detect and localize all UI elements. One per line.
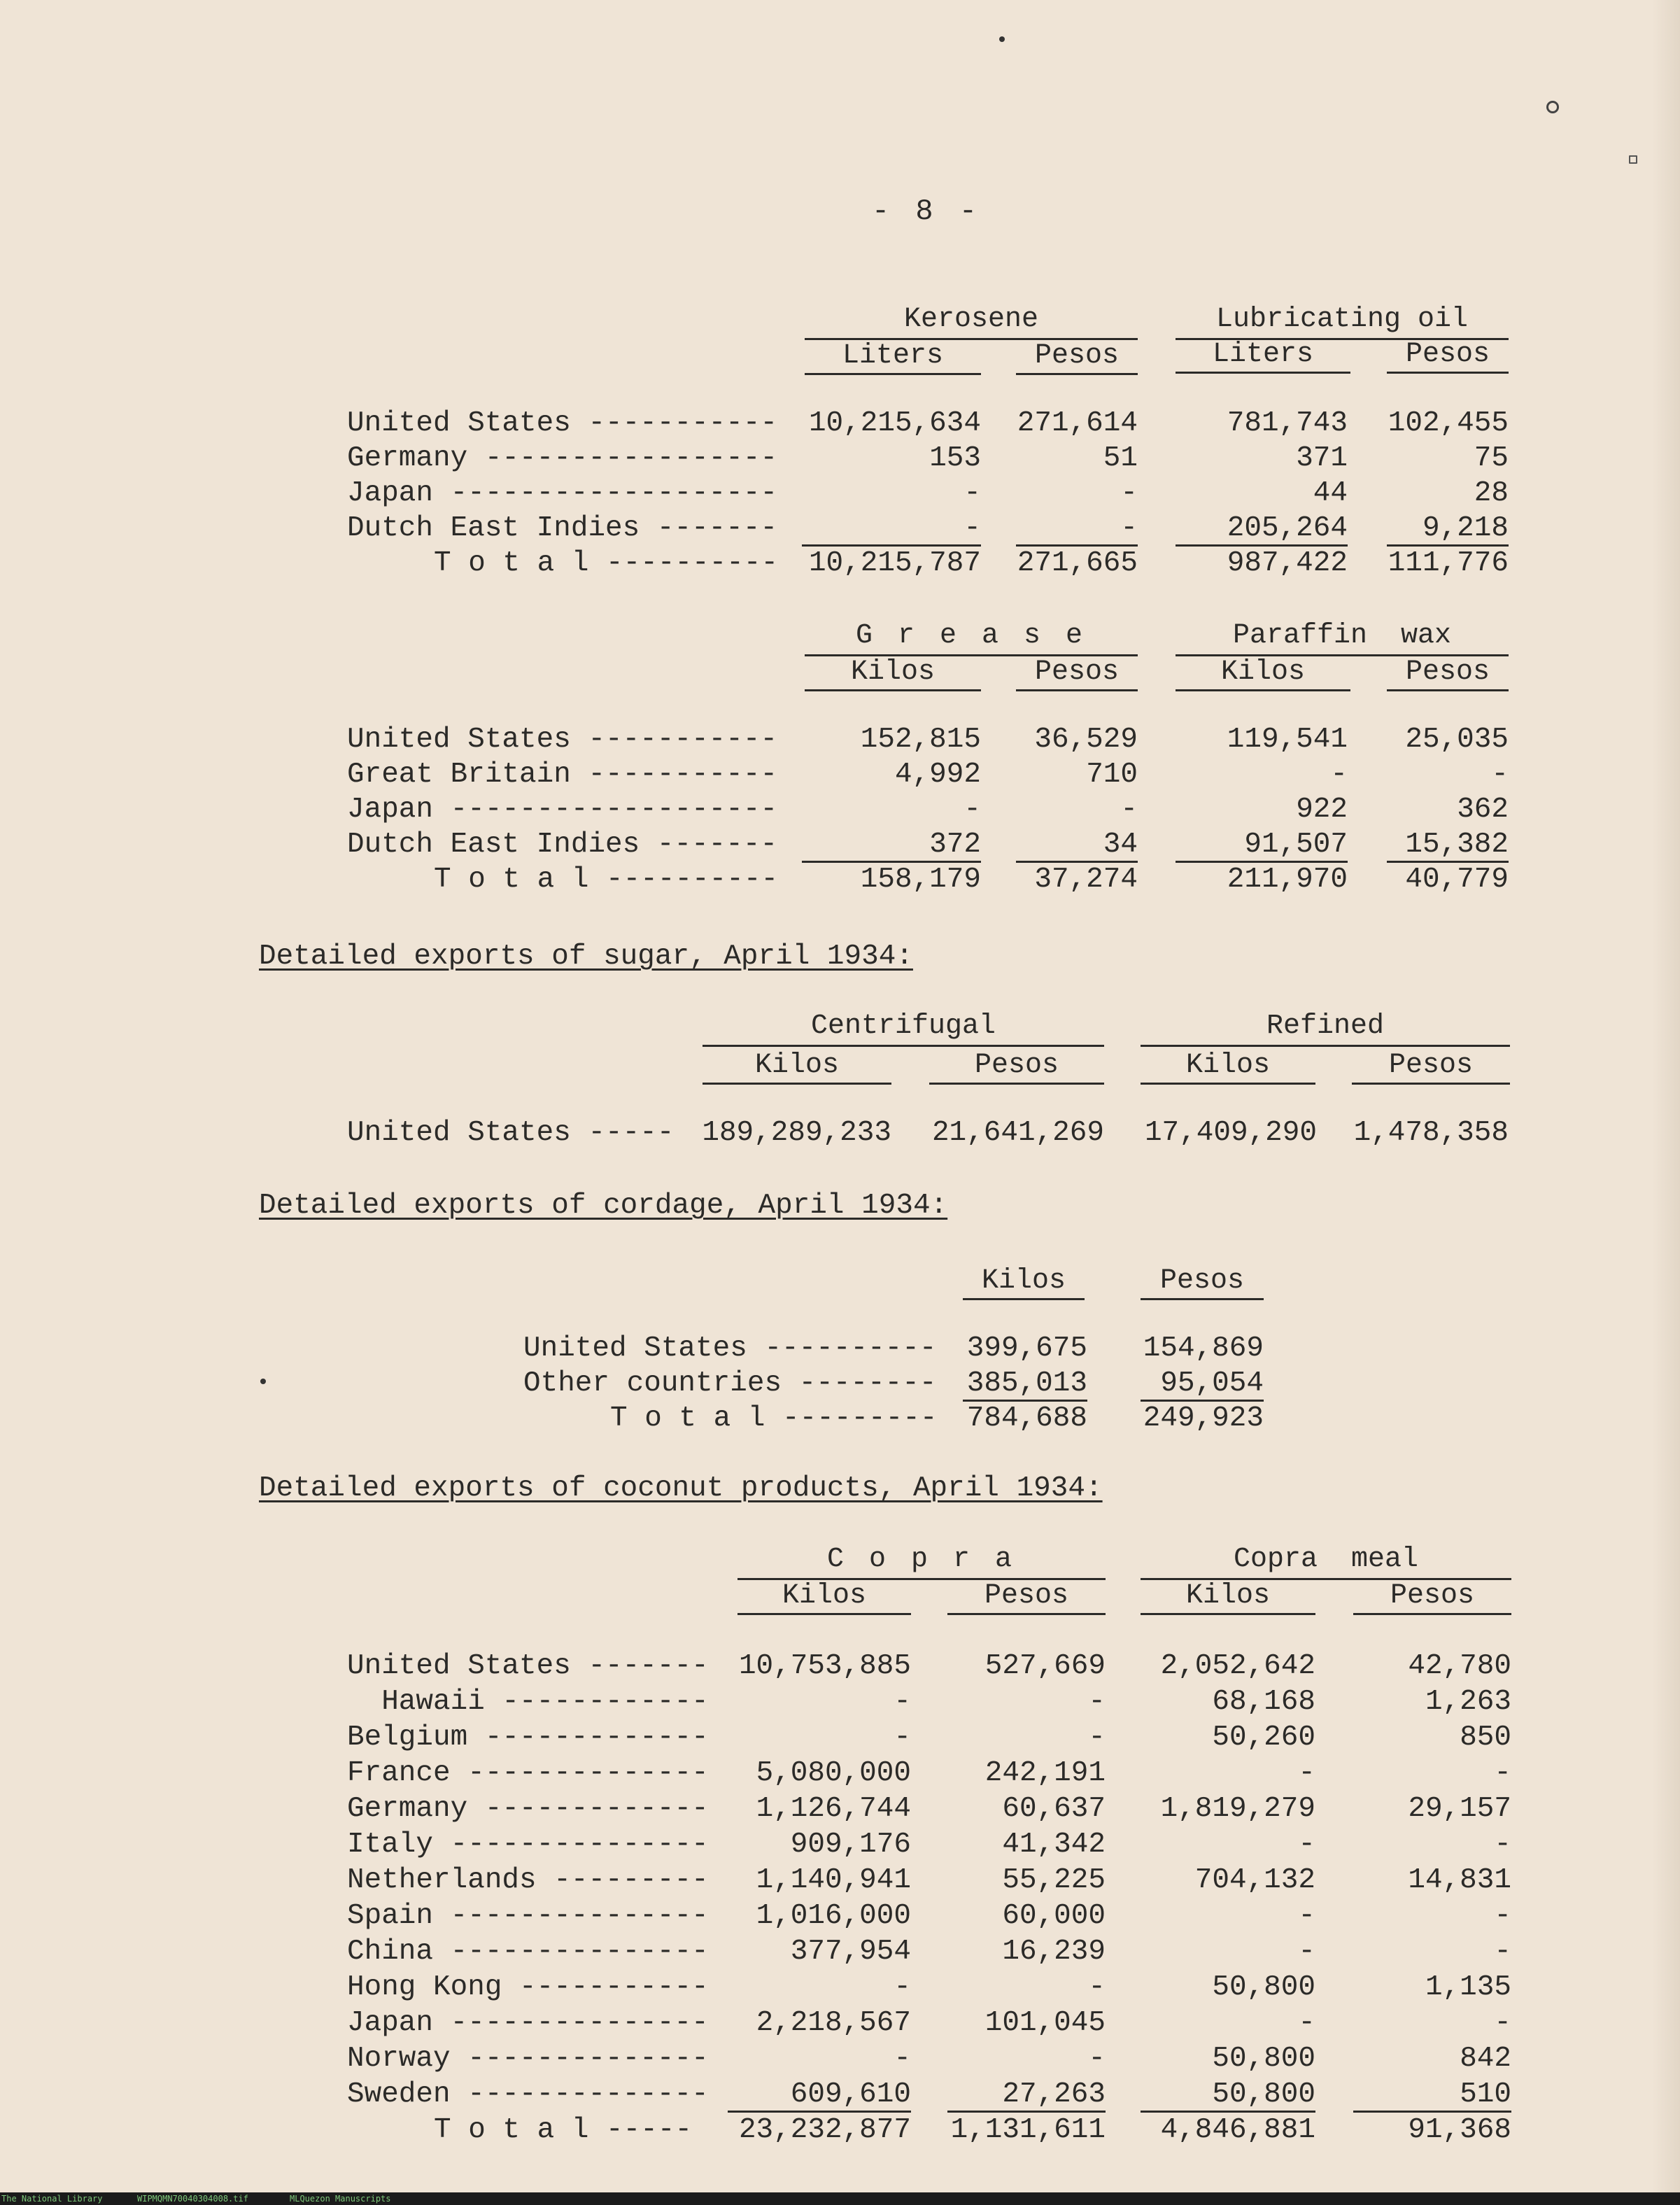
data-cell: 909,176: [790, 1829, 911, 1861]
data-cell: 42,780: [1408, 1650, 1511, 1682]
data-cell: -: [1494, 2007, 1511, 2039]
unit-header: Pesos: [1387, 656, 1509, 691]
data-cell: 609,610: [728, 2078, 911, 2113]
data-cell: 25,035: [1405, 724, 1509, 756]
country-name: Hong Kong -----------: [347, 1971, 709, 2003]
data-cell: 41,342: [1002, 1829, 1106, 1861]
data-cell: 189,289,233: [702, 1117, 891, 1149]
data-cell: 51: [1103, 442, 1138, 474]
data-cell: 17,409,290: [1144, 1117, 1317, 1149]
country-name: Other countries --------: [523, 1367, 937, 1400]
table-row: [0, 1721, 1609, 1755]
total-label: T o t a l ---------: [610, 1402, 938, 1435]
data-cell: -: [1088, 1686, 1106, 1718]
section-heading-coconut: Detailed exports of coconut products, April 1934:: [259, 1472, 1103, 1505]
unit-header: Liters: [1176, 339, 1350, 374]
unit-header: Kilos: [1141, 1580, 1315, 1615]
data-cell: -: [894, 2043, 911, 2075]
unit-header: Kilos: [805, 656, 981, 691]
data-cell: -: [1298, 1757, 1315, 1789]
unit-header: Kilos: [1141, 1050, 1315, 1085]
country-name: United States -------: [347, 1650, 709, 1682]
unit-header: Kilos: [703, 1050, 891, 1085]
country-name: Germany -----------------: [347, 442, 778, 474]
table-row: [0, 759, 1609, 792]
total-cell: 10,215,787: [808, 547, 981, 579]
scan-footer-bar: [0, 2192, 1680, 2205]
total-cell: 4,846,881: [1160, 2114, 1315, 2146]
data-cell: 1,478,358: [1353, 1117, 1509, 1149]
table-row: [0, 794, 1609, 827]
data-cell: 34: [1016, 829, 1138, 863]
unit-header: Kilos: [737, 1580, 911, 1615]
country-name: Dutch East Indies -------: [347, 512, 778, 544]
total-cell: 987,422: [1227, 547, 1348, 579]
data-cell: 44: [1313, 477, 1348, 509]
data-cell: -: [1494, 1900, 1511, 1932]
data-cell: 1,140,941: [756, 1864, 911, 1896]
data-cell: -: [1330, 759, 1348, 791]
table-row: [0, 407, 1609, 441]
data-cell: -: [1494, 1829, 1511, 1861]
country-name: Belgium -------------: [347, 1721, 709, 1754]
total-cell: 271,665: [1017, 547, 1138, 579]
total-cell: 91,368: [1408, 2114, 1511, 2146]
data-cell: 377,954: [790, 1936, 911, 1968]
data-cell: -: [1088, 1721, 1106, 1754]
data-cell: 385,013: [963, 1367, 1087, 1402]
data-cell: -: [1494, 1757, 1511, 1789]
data-cell: 242,191: [984, 1757, 1106, 1789]
data-cell: 21,641,269: [931, 1117, 1104, 1149]
data-cell: -: [1298, 2007, 1315, 2039]
country-name: United States ----------: [523, 1332, 937, 1365]
data-cell: -: [802, 512, 981, 547]
table-row: [0, 724, 1609, 757]
data-cell: 28: [1474, 477, 1509, 509]
country-name: Germany -------------: [347, 1793, 709, 1825]
total-cell: 211,970: [1227, 864, 1348, 896]
unit-header: Kilos: [1176, 656, 1350, 691]
data-cell: 1,263: [1425, 1686, 1511, 1718]
data-cell: 9,218: [1387, 512, 1509, 547]
table-row: [0, 512, 1609, 546]
data-cell: -: [1088, 1971, 1106, 2003]
data-cell: 10,215,634: [808, 407, 981, 439]
total-label: T o t a l ----------: [434, 547, 779, 579]
data-cell: 271,614: [1017, 407, 1138, 439]
data-cell: 1,819,279: [1160, 1793, 1315, 1825]
total-row: [0, 547, 1609, 581]
unit-header: Pesos: [1353, 1580, 1511, 1615]
data-cell: 55,225: [1002, 1864, 1106, 1896]
data-cell: 50,800: [1141, 2078, 1315, 2113]
data-cell: 154,869: [1143, 1332, 1264, 1365]
table-row: [0, 1757, 1609, 1791]
total-cell: 784,688: [966, 1402, 1087, 1435]
data-cell: 205,264: [1176, 512, 1348, 547]
group-header-kerosene: Kerosene: [805, 304, 1138, 340]
section-heading-cordage: Detailed exports of cordage, April 1934:: [259, 1190, 948, 1222]
data-cell: 29,157: [1408, 1793, 1511, 1825]
data-cell: 50,800: [1212, 1971, 1315, 2003]
group-header-copra: C o p r a: [737, 1544, 1106, 1580]
data-cell: 850: [1460, 1721, 1511, 1754]
total-cell: 158,179: [860, 864, 981, 896]
total-row: [0, 2114, 1609, 2148]
data-cell: -: [1120, 794, 1138, 826]
data-cell: 15,382: [1387, 829, 1509, 863]
data-cell: 68,168: [1212, 1686, 1315, 1718]
data-cell: -: [1298, 1900, 1315, 1932]
unit-header: Pesos: [947, 1580, 1106, 1615]
data-cell: -: [1491, 759, 1509, 791]
table-row: [0, 1686, 1609, 1719]
data-cell: 399,675: [966, 1332, 1087, 1365]
data-cell: 152,815: [860, 724, 981, 756]
table-row: [0, 2007, 1609, 2041]
total-cell: 37,274: [1034, 864, 1138, 896]
table-row: [0, 2043, 1609, 2076]
total-cell: 249,923: [1143, 1402, 1264, 1435]
data-cell: 14,831: [1408, 1864, 1511, 1896]
data-cell: 36,529: [1034, 724, 1138, 756]
data-cell: 842: [1460, 2043, 1511, 2075]
total-row: [0, 864, 1609, 897]
table-row: [0, 1117, 1609, 1150]
table-row: [0, 2078, 1609, 2112]
data-cell: 371: [1296, 442, 1348, 474]
unit-header: Pesos: [1387, 339, 1509, 374]
table-row: [0, 1332, 1609, 1366]
data-cell: 119,541: [1227, 724, 1348, 756]
data-cell: 527,669: [984, 1650, 1106, 1682]
table-row: [0, 1900, 1609, 1933]
data-cell: 372: [802, 829, 981, 863]
table-row: [0, 829, 1609, 862]
data-cell: -: [1298, 1936, 1315, 1968]
unit-header: Kilos: [963, 1265, 1085, 1300]
data-cell: 710: [1086, 759, 1138, 791]
table-row: [0, 1793, 1609, 1826]
table-row: [0, 477, 1609, 511]
section-heading-sugar: Detailed exports of sugar, April 1934:: [259, 941, 913, 973]
total-cell: 1,131,611: [950, 2114, 1106, 2146]
data-cell: 704,132: [1194, 1864, 1315, 1896]
footer-filename: WIPMQMN70040304008.tif: [137, 2194, 248, 2204]
data-cell: 60,637: [1002, 1793, 1106, 1825]
data-cell: 50,260: [1212, 1721, 1315, 1754]
group-header-centrifugal: Centrifugal: [703, 1010, 1104, 1047]
country-name: Great Britain -----------: [347, 759, 778, 791]
paper-speck: [999, 36, 1005, 42]
table-row: [0, 442, 1609, 476]
data-cell: -: [963, 477, 981, 509]
country-name: China ---------------: [347, 1936, 709, 1968]
data-cell: 1,135: [1425, 1971, 1511, 2003]
total-label: T o t a l -----: [434, 2114, 693, 2146]
table-row: [0, 1829, 1609, 1862]
group-header-lubricating-oil: Lubricating oil: [1176, 304, 1509, 340]
page-edge: [1652, 0, 1680, 2192]
data-cell: 16,239: [1002, 1936, 1106, 1968]
data-cell: 102,455: [1388, 407, 1509, 439]
country-name: United States -----: [347, 1117, 675, 1149]
data-cell: 1,126,744: [756, 1793, 911, 1825]
data-cell: 91,507: [1176, 829, 1348, 863]
data-cell: 4,992: [894, 759, 981, 791]
country-name: Japan -------------------: [347, 794, 778, 826]
data-cell: -: [1494, 1936, 1511, 1968]
total-cell: 111,776: [1388, 547, 1509, 579]
data-cell: 922: [1296, 794, 1348, 826]
paper-speck: [1629, 155, 1637, 164]
unit-header: Pesos: [1016, 340, 1138, 375]
table-row: [0, 1936, 1609, 1969]
data-cell: 2,218,567: [756, 2007, 911, 2039]
country-name: Sweden --------------: [347, 2078, 709, 2111]
data-cell: -: [1088, 2043, 1106, 2075]
unit-header: Pesos: [1016, 656, 1138, 691]
country-name: Spain ---------------: [347, 1900, 709, 1932]
unit-header: Pesos: [1352, 1050, 1510, 1085]
unit-header: Pesos: [929, 1050, 1104, 1085]
data-cell: 362: [1457, 794, 1509, 826]
data-cell: -: [1120, 477, 1138, 509]
data-cell: 510: [1353, 2078, 1511, 2113]
unit-header: Pesos: [1141, 1265, 1264, 1300]
country-name: United States -----------: [347, 407, 778, 439]
group-header-copra-meal: Copra meal: [1141, 1544, 1511, 1580]
data-cell: -: [894, 1971, 911, 2003]
total-row: [0, 1402, 1609, 1436]
country-name: Italy ---------------: [347, 1829, 709, 1861]
data-cell: 1,016,000: [756, 1900, 911, 1932]
total-label: T o t a l ----------: [434, 864, 779, 896]
total-cell: 23,232,877: [738, 2114, 911, 2146]
data-cell: 60,000: [1002, 1900, 1106, 1932]
country-name: Japan -------------------: [347, 477, 778, 509]
data-cell: 27,263: [947, 2078, 1106, 2113]
footer-library: The National Library: [1, 2194, 103, 2204]
data-cell: 781,743: [1227, 407, 1348, 439]
data-cell: 153: [929, 442, 981, 474]
data-cell: 2,052,642: [1160, 1650, 1315, 1682]
table-row: [0, 1971, 1609, 2005]
country-name: Netherlands ---------: [347, 1864, 709, 1896]
country-name: Dutch East Indies -------: [347, 829, 778, 861]
group-header-grease: G r e a s e: [805, 620, 1138, 656]
country-name: Japan ---------------: [347, 2007, 709, 2039]
paper-speck: [1546, 101, 1559, 113]
total-cell: 40,779: [1405, 864, 1509, 896]
country-name: United States -----------: [347, 724, 778, 756]
data-cell: -: [894, 1686, 911, 1718]
data-cell: 50,800: [1212, 2043, 1315, 2075]
country-name: Hawaii ------------: [347, 1686, 709, 1718]
data-cell: -: [894, 1721, 911, 1754]
group-header-refined: Refined: [1141, 1010, 1510, 1047]
data-cell: 95,054: [1141, 1367, 1264, 1402]
data-cell: -: [1298, 1829, 1315, 1861]
table-row: [0, 1864, 1609, 1898]
page-number: - 8 -: [872, 195, 982, 228]
unit-header: Liters: [805, 340, 981, 375]
data-cell: 10,753,885: [738, 1650, 911, 1682]
table-row: [0, 1367, 1609, 1401]
country-name: France --------------: [347, 1757, 709, 1789]
country-name: Norway --------------: [347, 2043, 709, 2075]
data-cell: 101,045: [984, 2007, 1106, 2039]
data-cell: 75: [1474, 442, 1509, 474]
group-header-paraffin-wax: Paraffin wax: [1176, 620, 1509, 656]
data-cell: -: [1016, 512, 1138, 547]
data-cell: 5,080,000: [756, 1757, 911, 1789]
footer-collection: MLQuezon Manuscripts: [290, 2194, 391, 2204]
data-cell: -: [963, 794, 981, 826]
table-row: [0, 1650, 1609, 1684]
